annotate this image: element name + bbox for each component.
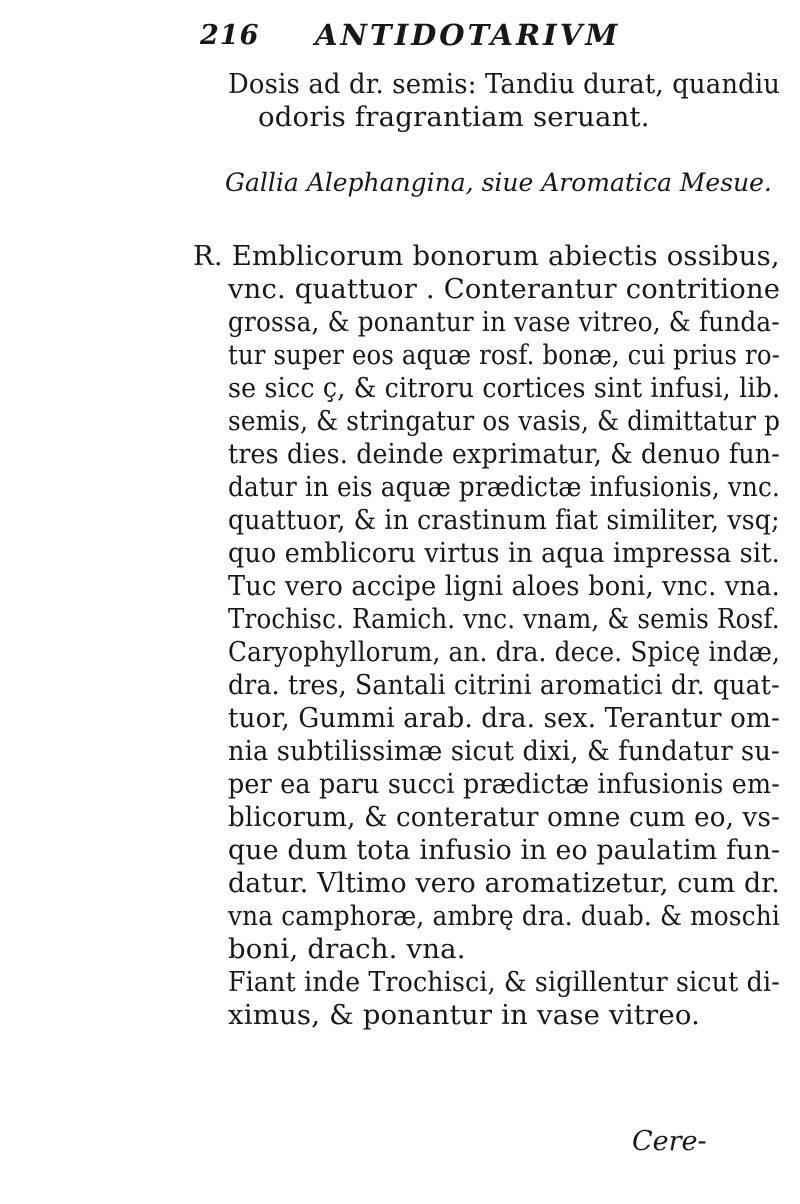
body-line: quattuor, & in crastinum fiat similiter, vsq;: [228, 504, 780, 536]
body-line: Trochisc. Ramich. vnc. vnam, & semis Rosf.: [228, 603, 780, 635]
body-line: per ea paru succi prædictæ infusionis em-: [228, 768, 780, 800]
body-line: tres dies. deinde exprimatur, & denuo fun-: [228, 438, 780, 470]
body-line: se sicc ç, & citroru cortices sint infusi, lib.: [228, 372, 781, 404]
body-line: tur super eos aquæ rosf. bonæ, cui prius ro-: [228, 339, 781, 371]
intro-line: odoris fragrantiam seruant.: [258, 101, 650, 133]
page-header: [200, 14, 660, 64]
body-line: R. Emblicorum bonorum abiectis ossibus,: [193, 240, 780, 272]
body-line: grossa, & ponantur in vase vitreo, & funda-: [228, 306, 780, 338]
body-line: que dum tota infusio in eo paulatim fun-: [228, 834, 781, 866]
intro-line: Dosis ad dr. semis: Tandiu durat, quandiu: [228, 68, 781, 100]
recipe-title: Gallia Alephangina, siue Aromatica Mesue.: [225, 168, 772, 197]
body-line: datur in eis aquæ prædictæ infusionis, vnc.: [228, 471, 781, 503]
body-line: ximus, & ponantur in vase vitreo.: [228, 999, 701, 1031]
catchword: Cere-: [632, 1126, 707, 1157]
body-line: dra. tres, Santali citrini aromatici dr. quat-: [228, 669, 780, 701]
body-line: quo emblicoru virtus in aqua impressa sit.: [228, 537, 780, 569]
body-line: vnc. quattuor . Conterantur contritione: [228, 273, 781, 305]
body-line: boni, drach. vna.: [228, 933, 466, 965]
body-line: tuor, Gummi arab. dra. sex. Terantur om-: [228, 702, 780, 734]
body-line: Caryophyllorum, an. dra. dece. Spicę indæ,: [228, 636, 781, 668]
page-number: 216: [200, 20, 260, 51]
body-line: Tuc vero accipe ligni aloes boni, vnc. vna.: [228, 570, 781, 602]
body-line: blicorum, & conteratur omne cum eo, vs-: [228, 801, 781, 833]
running-head: ANTIDOTARIVM: [315, 18, 621, 52]
body-line: vna camphoræ, ambrę dra. duab. & moschi: [228, 900, 780, 932]
body-line: semis, & stringatur os vasis, & dimittatur p: [228, 405, 781, 437]
body-line: Fiant inde Trochisci, & sigillentur sicut di-: [228, 966, 780, 998]
body-line: datur. Vltimo vero aromatizetur, cum dr.: [228, 867, 780, 899]
body-line: nia subtilissimæ sicut dixi, & fundatur su-: [228, 735, 780, 767]
